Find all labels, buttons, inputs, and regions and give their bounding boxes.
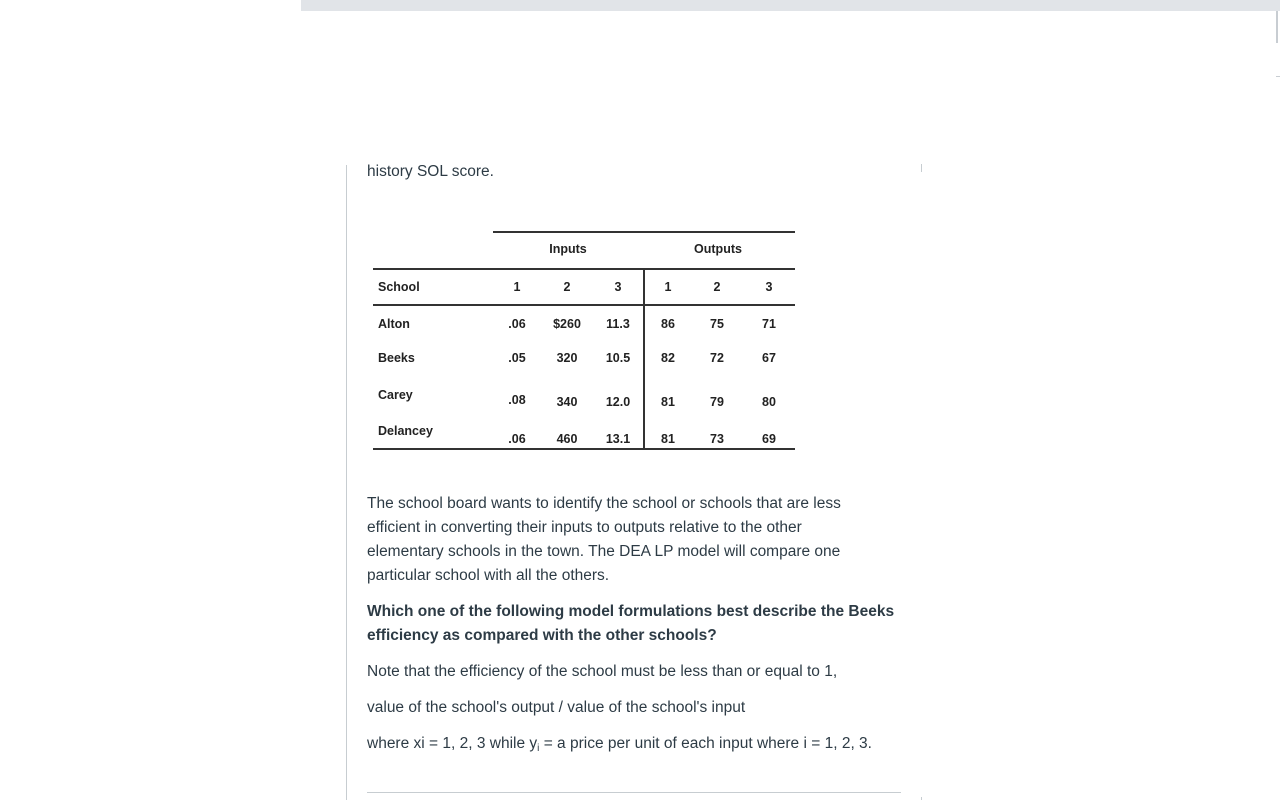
table-cell: 460 (556, 432, 578, 446)
table-row-school: Delancey (378, 424, 433, 438)
output-col-1: 1 (664, 280, 672, 294)
top-bar (301, 0, 1280, 11)
table-cell: 72 (710, 351, 724, 365)
table-cell: 13.1 (605, 432, 631, 446)
table-cell: 81 (661, 395, 675, 409)
outputs-header: Outputs (694, 242, 742, 256)
table-cell: 71 (762, 317, 776, 331)
table-cell: .05 (508, 351, 526, 365)
table-cell: $260 (553, 317, 581, 331)
table-cell: 12.0 (605, 395, 631, 409)
table-cell: 75 (710, 317, 724, 331)
table-cell: .08 (508, 393, 526, 407)
ratio-text: value of the school's output / value of the school's input (367, 699, 746, 716)
content-right-tick (921, 164, 922, 172)
table-row-school: Alton (378, 317, 410, 331)
where-text (367, 732, 927, 761)
input-col-2: 2 (563, 280, 571, 294)
input-col-3: 3 (614, 280, 622, 294)
table-cell: 73 (710, 432, 724, 446)
inputs-outputs-separator (643, 268, 645, 450)
where-subscript: i (537, 743, 540, 754)
board-paragraph: The school board wants to identify the school or schools that are less efficient in converting their inputs to outputs relative to the other elementary schools in the town. The DEA LP model will compare one particular school with all the others. (367, 495, 841, 584)
table-header-rule (373, 268, 795, 270)
question-text: Which one of the following model formulations best describe the Beeks efficiency as compared with the other schools? (367, 603, 895, 644)
table-cell: 86 (661, 317, 675, 331)
table-bottom-rule (373, 448, 795, 450)
table-cell: 81 (661, 432, 675, 446)
output-col-3: 3 (765, 280, 773, 294)
where-prefix: where xi = 1, 2, 3 while y (367, 735, 538, 752)
school-column-header: School (378, 280, 420, 294)
output-col-2: 2 (713, 280, 721, 294)
table-cell: 79 (710, 395, 724, 409)
where-suffix: = a price per unit of each input where i = 1, 2, 3. (539, 735, 872, 752)
table-cell: 340 (556, 395, 578, 409)
table-cell: 320 (556, 351, 578, 365)
school-data-table (373, 228, 797, 454)
note-text: Note that the efficiency of the school must be less than or equal to 1, (367, 663, 838, 680)
content-left-border (346, 165, 347, 800)
section-divider (367, 792, 901, 793)
table-column-rule (373, 304, 795, 306)
table-row-school: Beeks (378, 351, 415, 365)
scrollbar-edge[interactable] (1276, 11, 1278, 43)
table-cell: 82 (661, 351, 675, 365)
table-cell: 10.5 (605, 351, 631, 365)
table-row-school: Carey (378, 388, 413, 402)
table-cell: 67 (762, 351, 776, 365)
inputs-header: Inputs (549, 242, 587, 256)
table-cell: .06 (508, 317, 526, 331)
scrollbar-mark (1276, 76, 1280, 77)
table-cell: 80 (762, 395, 776, 409)
table-cell: 69 (762, 432, 776, 446)
table-cell: .06 (508, 432, 526, 446)
input-col-1: 1 (513, 280, 521, 294)
table-top-rule (493, 231, 795, 233)
table-cell: 11.3 (606, 317, 630, 331)
intro-text: history SOL score. (367, 163, 494, 180)
